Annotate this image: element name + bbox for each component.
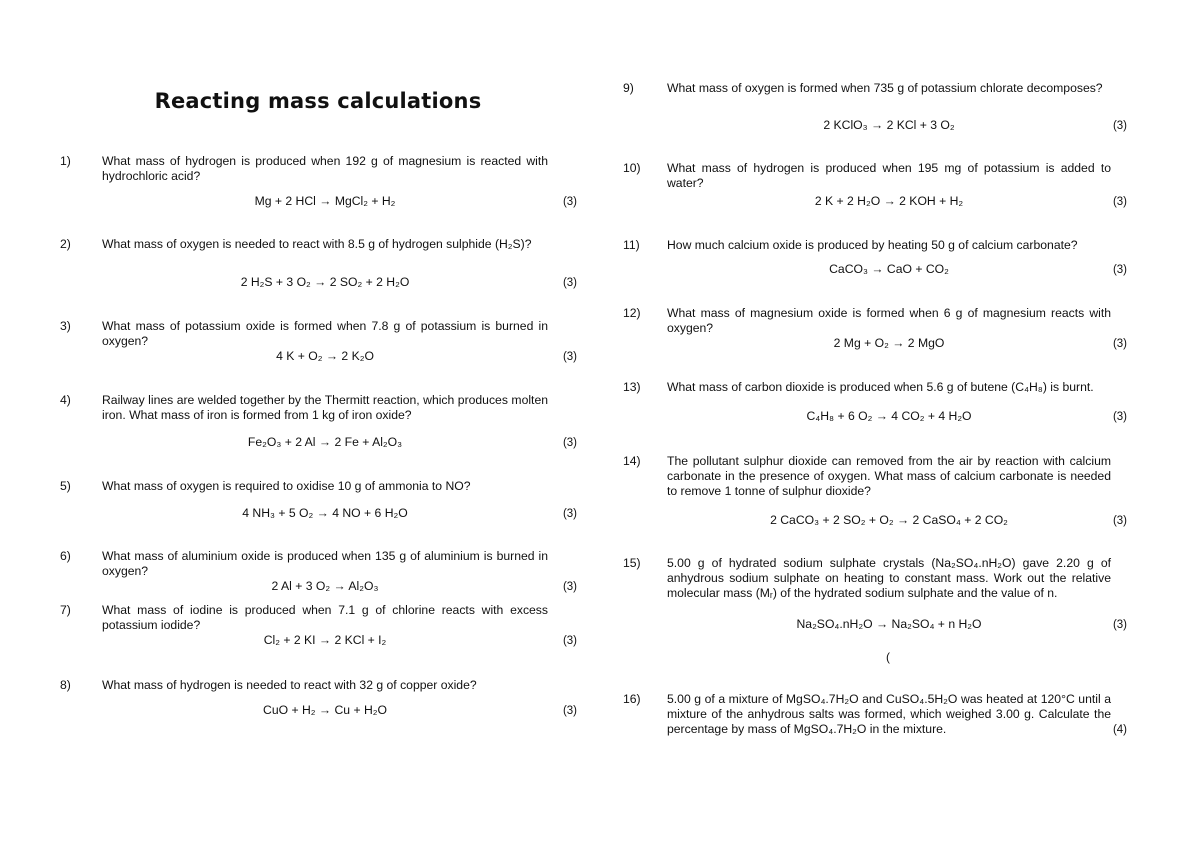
question-text: 5.00 g of hydrated sodium sulphate crystals (Na₂SO₄.nH₂O) gave 2.20 g of anhydrous sodium sulphate on heating to constant mass. Work out the relative molecular mass (Mᵣ) of the hydrated sodium sulphate and the value of n. [667,556,1111,600]
question-number: 6) [60,549,71,563]
marks: (3) [1112,619,1127,631]
question-number: 12) [623,306,641,320]
question-text: What mass of magnesium oxide is formed when 6 g of magnesium reacts with oxygen? [667,306,1111,335]
question-number: 14) [623,454,641,468]
question-5 [60,479,580,524]
chemical-equation: CuO + H₂ → Cu + H₂O [263,703,387,717]
question-11 [623,238,1143,283]
marks: (3) [562,277,577,289]
chemical-equation: 2 H₂S + 3 O₂ → 2 SO₂ + 2 H₂O [240,275,410,289]
marks: (3) [1112,120,1127,132]
question-text: How much calcium oxide is produced by heating 50 g of calcium carbonate? [667,238,1078,252]
question-number: 10) [623,161,641,175]
question-text: Railway lines are welded together by the Thermitt reaction, which produces molten iron. What mass of iron is formed from 1 kg of iron oxide? [102,393,548,422]
page-title: Reacting mass calculations [154,89,482,113]
chemical-equation: 2 Al + 3 O₂ → Al₂O₃ [271,579,379,593]
question-6 [60,549,580,597]
chemical-equation: 2 K + 2 H₂O → 2 KOH + H₂ [814,194,964,208]
question-13 [623,380,1143,435]
question-text: What mass of potassium oxide is formed when 7.8 g of potassium is burned in oxygen? [102,319,548,348]
chemical-equation: Mg + 2 HCl → MgCl₂ + H₂ [254,194,396,208]
question-7 [60,603,580,651]
question-10 [623,161,1143,216]
question-2 [60,237,580,297]
marks: (3) [562,351,577,363]
question-3 [60,319,580,379]
chemical-equation: CaCO₃ → CaO + CO₂ [829,262,949,276]
chemical-equation: 4 K + O₂ → 2 K₂O [276,349,374,363]
chemical-equation: 2 KClO₃ → 2 KCl + 3 O₂ [823,118,955,132]
marks: (4) [1112,724,1127,736]
question-text: The pollutant sulphur dioxide can removed from the air by reaction with calcium carbonate in the presence of oxygen. What mass of calcium carbonate is needed to remove 1 tonne of sulphur dioxide? [667,454,1111,498]
question-text: What mass of oxygen is formed when 735 g of potassium chlorate decomposes? [667,81,1103,95]
question-text: What mass of aluminium oxide is produced when 135 g of aluminium is burned in oxygen? [102,549,548,578]
question-9 [623,81,1143,136]
question-number: 7) [60,603,71,617]
marks: (3) [562,705,577,717]
question-8 [60,678,580,723]
question-text: 5.00 g of a mixture of MgSO₄.7H₂O and CuSO₄.5H₂O was heated at 120°C until a mixture of the anhydrous salts was formed, which weighed 3.00 g. Calculate the percentage by mass of MgSO₄.7H₂O in the mixture. [667,692,1111,736]
chemical-equation: 2 CaCO₃ + 2 SO₂ + O₂ → 2 CaSO₄ + 2 CO₂ [770,513,1008,527]
question-number: 11) [623,238,640,252]
marks: (3) [562,635,577,647]
chemical-equation: Na₂SO₄.nH₂O → Na₂SO₄ + n H₂O [796,617,982,631]
chemical-equation: 4 NH₃ + 5 O₂ → 4 NO + 6 H₂O [242,506,408,520]
chemical-equation: C₄H₈ + 6 O₂ → 4 CO₂ + 4 H₂O [806,409,972,423]
question-4 [60,393,580,453]
question-14 [623,454,1143,534]
question-number: 5) [60,479,71,493]
chemical-equation: Cl₂ + 2 KI → 2 KCl + I₂ [263,633,387,647]
marks: (3) [562,196,577,208]
question-number: 16) [623,692,641,706]
question-12 [623,306,1143,361]
chemical-equation: Fe₂O₃ + 2 Al → 2 Fe + Al₂O₃ [247,435,403,449]
question-number: 15) [623,556,641,570]
question-number: 1) [60,154,71,168]
question-number: 13) [623,380,641,394]
question-text: What mass of carbon dioxide is produced when 5.6 g of butene (C₄H₈) is burnt. [667,380,1094,394]
marks: (3) [1112,338,1127,350]
question-text: What mass of hydrogen is needed to react with 32 g of copper oxide? [102,678,477,692]
question-number: 2) [60,237,71,251]
marks: (3) [562,581,577,593]
marks: (3) [562,437,577,449]
marks: (3) [1112,515,1127,527]
marks: (3) [1112,196,1127,208]
question-number: 3) [60,319,71,333]
question-number: 8) [60,678,71,692]
question-text: What mass of oxygen is needed to react with 8.5 g of hydrogen sulphide (H₂S)? [102,237,532,251]
stray-parenthesis: ( [886,650,890,664]
marks: (3) [1112,264,1127,276]
question-1 [60,154,580,214]
question-text: What mass of hydrogen is produced when 192 g of magnesium is reacted with hydrochloric acid? [102,154,548,183]
chemical-equation: 2 Mg + O₂ → 2 MgO [833,336,945,350]
question-text: What mass of hydrogen is produced when 195 mg of potassium is added to water? [667,161,1111,190]
question-number: 9) [623,81,634,95]
question-text: What mass of oxygen is required to oxidise 10 g of ammonia to NO? [102,479,471,493]
marks: (3) [1112,411,1127,423]
marks: (3) [562,508,577,520]
question-text: What mass of iodine is produced when 7.1 g of chlorine reacts with excess potassium iodide? [102,603,548,632]
question-16 [623,692,1143,742]
question-15 [623,556,1143,636]
question-number: 4) [60,393,71,407]
